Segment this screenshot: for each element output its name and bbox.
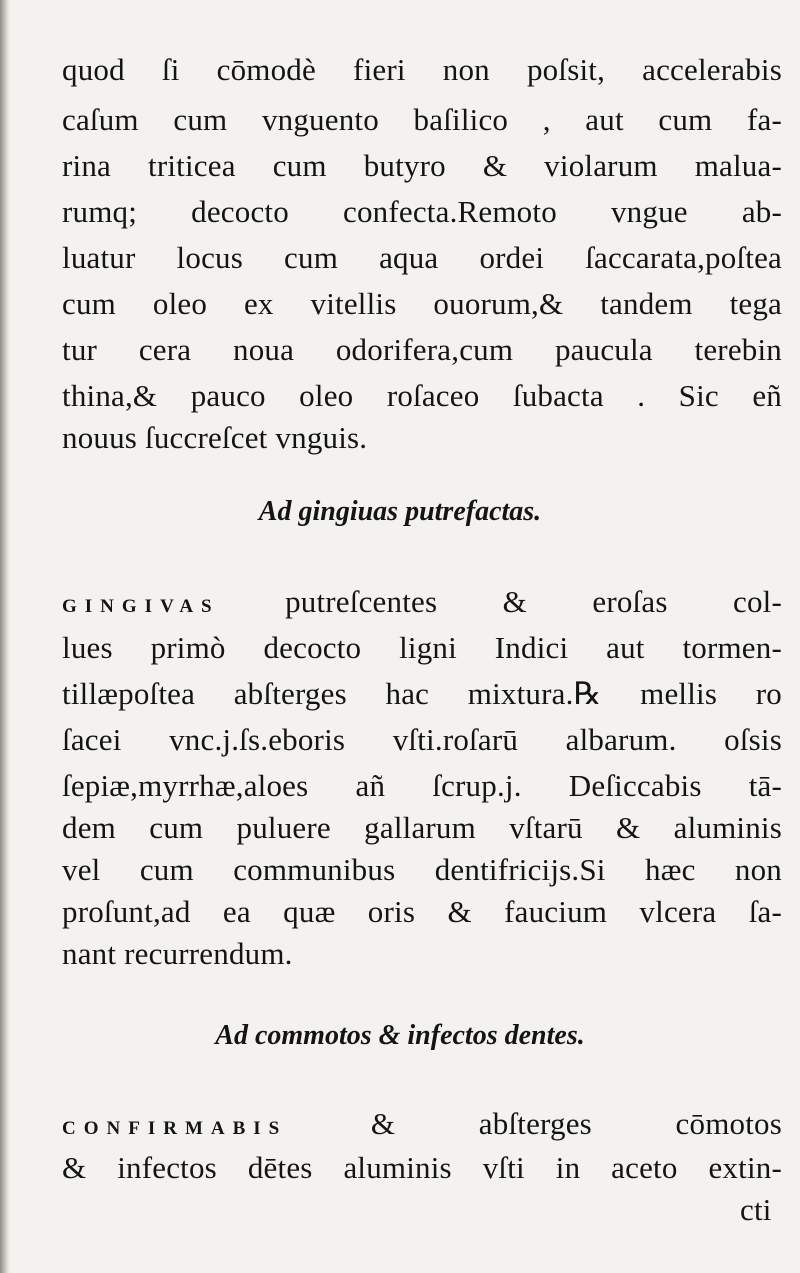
- text-line: thina,& pauco oleo roſaceo ſubacta . Sic eñ: [62, 378, 782, 413]
- section-first-word: CONFIRMABIS: [62, 1118, 288, 1139]
- text-line: tillæpoſtea abſterges hac mixtura.℞ mellis ro: [62, 676, 782, 711]
- text-line: ſacei vnc.j.ſs.eboris vſti.roſarū albarum. oſsis: [62, 722, 782, 757]
- text-line: nouus ſuccreſcet vnguis.: [62, 420, 368, 455]
- text-line: nant recurrendum.: [62, 936, 293, 971]
- section-first-line-text: & abſterges cōmotos: [370, 1106, 782, 1141]
- text-line: & infectos dētes aluminis vſti in aceto extin-: [62, 1150, 782, 1185]
- text-line: cum oleo ex vitellis ouorum,& tandem tega: [62, 286, 782, 321]
- text-line: tur cera noua odorifera,cum paucula terebin: [62, 332, 782, 367]
- text-line: lues primò decocto ligni Indici aut tormen-: [62, 630, 782, 665]
- text-line: quod ſi cōmodè fieri non poſsit, accelerabis: [62, 52, 782, 87]
- section-heading: Ad gingiuas putrefactas.: [258, 496, 542, 527]
- text-line: dem cum puluere gallarum vſtarū & aluminis: [62, 810, 782, 845]
- section-first-line: [62, 584, 782, 620]
- section-first-line: [62, 1106, 782, 1142]
- section-first-word: GINGIVAS: [62, 596, 220, 617]
- text-line: vel cum communibus dentifricijs.Si hæc non: [62, 852, 782, 887]
- page-gutter-shadow: [0, 0, 10, 1273]
- text-line: luatur locus cum aqua ordei ſaccarata,poſtea: [62, 240, 782, 275]
- section-heading: Ad commotos & infectos dentes.: [215, 1020, 585, 1051]
- text-line: proſunt,ad ea quæ oris & faucium vlcera ſa-: [62, 894, 782, 929]
- text-line: ſepiæ,myrrhæ,aloes añ ſcrup.j. Deſiccabis tā-: [62, 768, 782, 803]
- text-line: caſum cum vnguento baſilico , aut cum fa-: [62, 102, 782, 137]
- text-line: rina triticea cum butyro & violarum malua-: [62, 148, 782, 183]
- text-line: rumq; decocto confecta.Remoto vngue ab-: [62, 194, 782, 229]
- catchword: cti: [740, 1192, 772, 1227]
- section-first-line-text: putreſcentes & eroſas col-: [285, 584, 782, 619]
